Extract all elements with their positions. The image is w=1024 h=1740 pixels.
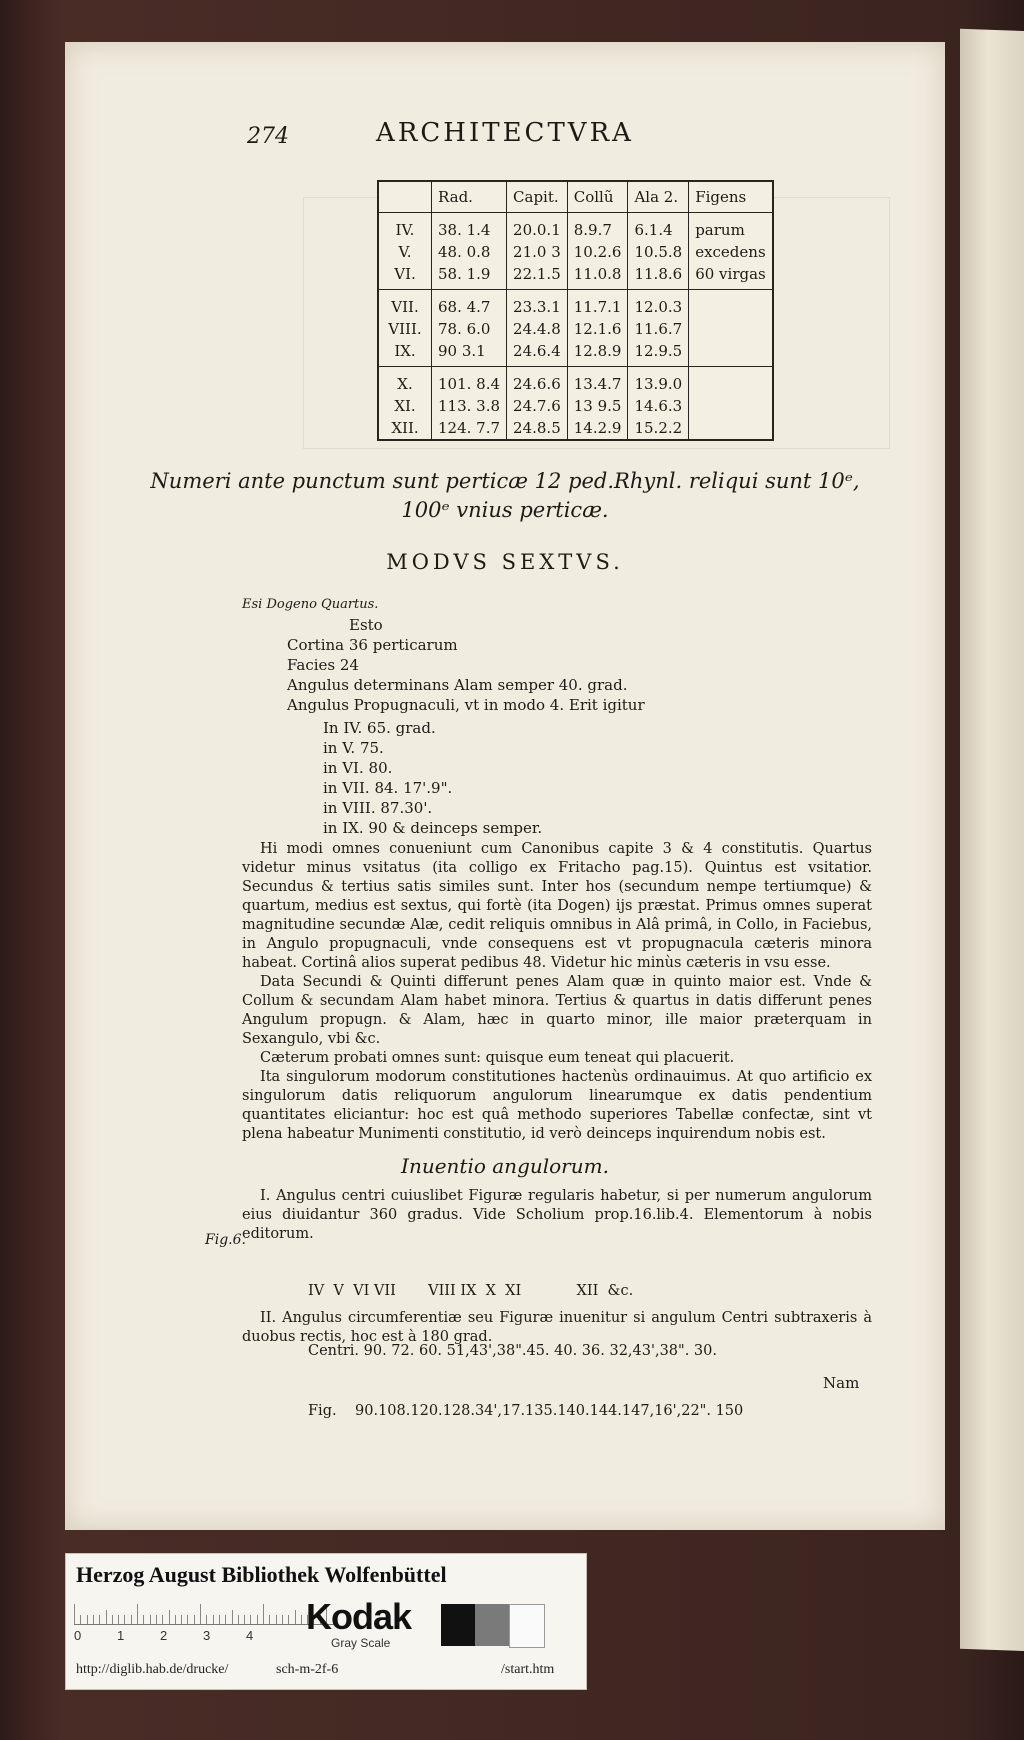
table-cell — [689, 417, 773, 440]
table-header-cell: Rad. — [432, 181, 507, 213]
ruler-tick — [106, 1610, 107, 1624]
ruler-number: 4 — [246, 1628, 254, 1643]
angle-table — [308, 1241, 743, 1461]
table-cell: 14.2.9 — [567, 417, 628, 440]
angle-lines — [323, 718, 542, 838]
running-head: ARCHITECTVRA — [376, 118, 634, 148]
ruler-tick — [80, 1615, 81, 1624]
table-cell — [689, 290, 773, 319]
gray-scale-label: Gray Scale — [331, 1636, 391, 1650]
spec-lines — [287, 615, 645, 715]
table-cell: 90 3.1 — [432, 340, 507, 367]
table-cell: 13.9.0 — [628, 367, 689, 396]
table-cell — [689, 318, 773, 340]
library-color-card — [65, 1553, 587, 1690]
table-row — [378, 367, 773, 396]
url-right[interactable]: /start.htm — [501, 1662, 555, 1677]
table-row — [378, 417, 773, 440]
scale-ruler — [74, 1600, 334, 1625]
ruler-tick — [244, 1615, 245, 1624]
table-cell: 124. 7.7 — [432, 417, 507, 440]
ruler-tick — [194, 1615, 195, 1624]
table-cell: 13 9.5 — [567, 395, 628, 417]
table-cell: 38. 1.4 — [432, 213, 507, 242]
ruler-tick — [282, 1615, 283, 1624]
table-cell: V. — [378, 241, 432, 263]
table-header-cell: Collũ — [567, 181, 628, 213]
url-mid[interactable]: sch-m-2f-6 — [276, 1662, 339, 1677]
ruler-number: 3 — [203, 1628, 211, 1643]
caption-line-1: Numeri ante punctum sunt perticæ 12 ped.Rhynl. reliqui sunt 10ᵉ, — [150, 469, 860, 493]
ruler-tick — [263, 1604, 264, 1624]
spec-line: Angulus Propugnaculi, vt in modo 4. Erit igitur — [287, 696, 645, 714]
table-cell: VIII. — [378, 318, 432, 340]
table-cell: 13.4.7 — [567, 367, 628, 396]
caption-line-2: 100ᵉ vnius perticæ. — [401, 498, 609, 522]
ruler-tick — [74, 1604, 75, 1624]
ruler-tick — [295, 1610, 296, 1624]
ruler-tick — [238, 1615, 239, 1624]
table-header-cell: Ala 2. — [628, 181, 689, 213]
angle-line: in VI. 80. — [323, 759, 393, 777]
ruler-tick — [124, 1615, 125, 1624]
table-cell: 78. 6.0 — [432, 318, 507, 340]
marginal-note: Esi Dogeno Quartus. — [242, 597, 379, 612]
table-cell: 10.2.6 — [567, 241, 628, 263]
table-cell: 22.1.5 — [507, 263, 568, 290]
table-cell: 10.5.8 — [628, 241, 689, 263]
ruler-tick — [156, 1615, 157, 1624]
table-cell: 48. 0.8 — [432, 241, 507, 263]
ruler-tick — [200, 1604, 201, 1624]
table-cell: 24.8.5 — [507, 417, 568, 440]
ruler-tick — [87, 1615, 88, 1624]
body-paragraph: Ita singulorum modorum constitutiones hactenùs ordinauimus. At quo artificio ex singulorum datis reliquorum angulorum linearumque ex datis pendentium quantitates eliciantur: hoc est quâ methodo superiores Tabellæ confectæ, sint vt plena habeatur Munimenti constitutio, id verò deinceps inquirendum nobis est. — [242, 1069, 872, 1142]
data-table — [377, 180, 774, 441]
ruler-tick — [131, 1615, 132, 1624]
table-row — [378, 263, 773, 290]
table-cell: 24.6.6 — [507, 367, 568, 396]
table-cell: 24.6.4 — [507, 340, 568, 367]
inventio-paragraph-1 — [242, 1187, 872, 1244]
table-cell: 15.2.2 — [628, 417, 689, 440]
ruler-tick — [250, 1615, 251, 1624]
table-cell: VI. — [378, 263, 432, 290]
figure-label: Fig.6. — [205, 1232, 246, 1248]
table-header-cell — [378, 181, 432, 213]
table-caption — [65, 467, 945, 525]
table-row — [378, 290, 773, 319]
body-paragraphs — [242, 840, 872, 1144]
ruler-tick — [232, 1610, 233, 1624]
angle-table-fig: Fig. 90.108.120.128.34',17.135.140.144.147,16',22". 150 — [308, 1403, 744, 1419]
table-cell: 12.8.9 — [567, 340, 628, 367]
angle-line: in IX. 90 & deinceps semper. — [323, 819, 543, 837]
table-cell: 21.0 3 — [507, 241, 568, 263]
angle-line: in VIII. 87.30'. — [323, 799, 433, 817]
ruler-number: 2 — [160, 1628, 168, 1643]
facing-page-edge — [960, 29, 1024, 1651]
table-cell: 101. 8.4 — [432, 367, 507, 396]
ruler-tick — [112, 1615, 113, 1624]
table-cell: IV. — [378, 213, 432, 242]
ruler-tick — [257, 1615, 258, 1624]
table-row — [378, 340, 773, 367]
table-cell: 20.0.1 — [507, 213, 568, 242]
spec-line: Angulus determinans Alam semper 40. grad. — [287, 676, 628, 694]
angle-line: In IV. 65. grad. — [323, 719, 436, 737]
table-row — [378, 318, 773, 340]
table-cell: XII. — [378, 417, 432, 440]
ruler-tick — [288, 1615, 289, 1624]
subsection-title: Inuentio angulorum. — [401, 1154, 609, 1178]
spec-line: Esto — [349, 616, 383, 634]
table-cell: 8.9.7 — [567, 213, 628, 242]
table-cell: 11.8.6 — [628, 263, 689, 290]
ruler-tick — [93, 1615, 94, 1624]
ruler-tick — [137, 1604, 138, 1624]
page-header — [65, 114, 945, 154]
table-header-row — [378, 181, 773, 213]
ruler-tick — [269, 1615, 270, 1624]
table-cell: XI. — [378, 395, 432, 417]
swatch-white — [509, 1604, 545, 1648]
ruler-tick — [99, 1615, 100, 1624]
table-row — [378, 213, 773, 242]
body-paragraph: Cæterum probati omnes sunt: quisque eum teneat qui placuerit. — [260, 1050, 735, 1066]
inventio-paragraph-2 — [242, 1309, 872, 1347]
ruler-tick — [162, 1615, 163, 1624]
section-title: MODVS SEXTVS. — [386, 550, 624, 574]
inventio-text-2: II. Angulus circumferentiæ seu Figuræ inuenitur si angulum Centri subtraxeris à duobus rectis, hoc est à 180 grad. — [242, 1310, 872, 1345]
table-cell: 12.9.5 — [628, 340, 689, 367]
table-cell: 23.3.1 — [507, 290, 568, 319]
angle-table-centri: Centri. 90. 72. 60. 51,43',38".45. 40. 36. 32,43',38". 30. — [308, 1343, 717, 1359]
table-cell: IX. — [378, 340, 432, 367]
table-cell: 68. 4.7 — [432, 290, 507, 319]
ruler-tick — [118, 1615, 119, 1624]
table-cell: 11.7.1 — [567, 290, 628, 319]
table-cell — [689, 367, 773, 396]
ruler-tick — [213, 1615, 214, 1624]
ruler-tick — [225, 1615, 226, 1624]
ruler-tick — [301, 1615, 302, 1624]
ruler-tick — [150, 1615, 151, 1624]
ruler-number: 1 — [117, 1628, 125, 1643]
url-left[interactable]: http://diglib.hab.de/drucke/ — [76, 1662, 229, 1677]
table-cell: 60 virgas — [689, 263, 773, 290]
ruler-number: 0 — [74, 1628, 82, 1643]
table-cell: 11.6.7 — [628, 318, 689, 340]
ruler-tick — [169, 1610, 170, 1624]
table-cell: 6.1.4 — [628, 213, 689, 242]
table-cell: 14.6.3 — [628, 395, 689, 417]
catchword: Nam — [823, 1374, 860, 1392]
table-cell: VII. — [378, 290, 432, 319]
inventio-text-1: I. Angulus centri cuiuslibet Figuræ regularis habetur, si per numerum angulorum eius diuidantur 360 gradus. Vide Scholium prop.16.lib.4. Elementorum à nobis editorum. — [242, 1188, 872, 1242]
swatch-black — [441, 1604, 475, 1646]
body-paragraph: Data Secundi & Quinti differunt penes Alam quæ in quinto maior est. Vnde & Collum & secundam Alam habet minora. Tertius & quartus in datis differunt penes Angulum propugn. & Alam, hæc in quarto minor, ille maior præterquam in Sexangulo, vbi &c. — [242, 974, 872, 1047]
spec-line: Cortina 36 perticarum — [287, 636, 458, 654]
table-cell: parum — [689, 213, 773, 242]
book-page — [65, 42, 945, 1530]
ruler-tick — [219, 1615, 220, 1624]
angle-table-head: IV V VI VII VIII IX X XI XII &c. — [308, 1283, 634, 1299]
kodak-logo: Kodak — [306, 1596, 412, 1637]
table-row — [378, 395, 773, 417]
table-cell: 24.7.6 — [507, 395, 568, 417]
table-cell: 58. 1.9 — [432, 263, 507, 290]
page-number: 274 — [247, 124, 289, 149]
table-cell: 12.1.6 — [567, 318, 628, 340]
table-cell: 12.0.3 — [628, 290, 689, 319]
ruler-tick — [206, 1615, 207, 1624]
table-header-cell: Figens — [689, 181, 773, 213]
ruler-tick — [175, 1615, 176, 1624]
table-row — [378, 241, 773, 263]
angle-line: in V. 75. — [323, 739, 384, 757]
card-title: Herzog August Bibliothek Wolfenbüttel — [76, 1562, 447, 1587]
table-cell — [689, 340, 773, 367]
table-cell — [689, 395, 773, 417]
table-cell: 24.4.8 — [507, 318, 568, 340]
spec-line: Facies 24 — [287, 656, 359, 674]
ruler-tick — [187, 1615, 188, 1624]
table-cell: 113. 3.8 — [432, 395, 507, 417]
ruler-tick — [143, 1615, 144, 1624]
ruler-tick — [276, 1615, 277, 1624]
ruler-tick — [181, 1615, 182, 1624]
table-cell: X. — [378, 367, 432, 396]
swatch-gray — [475, 1604, 509, 1646]
body-paragraph: Hi modi omnes conueniunt cum Canonibus capite 3 & 4 constitutis. Quartus videtur minus vsitatus (ita colligo ex Fritacho pag.15). Quintus est vsitatior. Secundus & tertius satis similes sunt. Inter hos (secundum nempe tertiumque) & quartum, medius est sextus, qui fortè (ita Dogen) ijs præstat. Primus omnes superat magnitudine secundæ Alæ, cedit reliquis omnibus in Alâ primâ, in Collo, in Faciebus, in Angulo propugnaculi, vnde consequens est vt propugnacula cæteris minora habeat. Cortinâ alios superat pedibus 48. Videtur hic minùs cæteris in vsu esse. — [242, 841, 872, 971]
table-cell: 11.0.8 — [567, 263, 628, 290]
table-cell: excedens — [689, 241, 773, 263]
table-header-cell: Capit. — [507, 181, 568, 213]
angle-line: in VII. 84. 17'.9". — [323, 779, 453, 797]
